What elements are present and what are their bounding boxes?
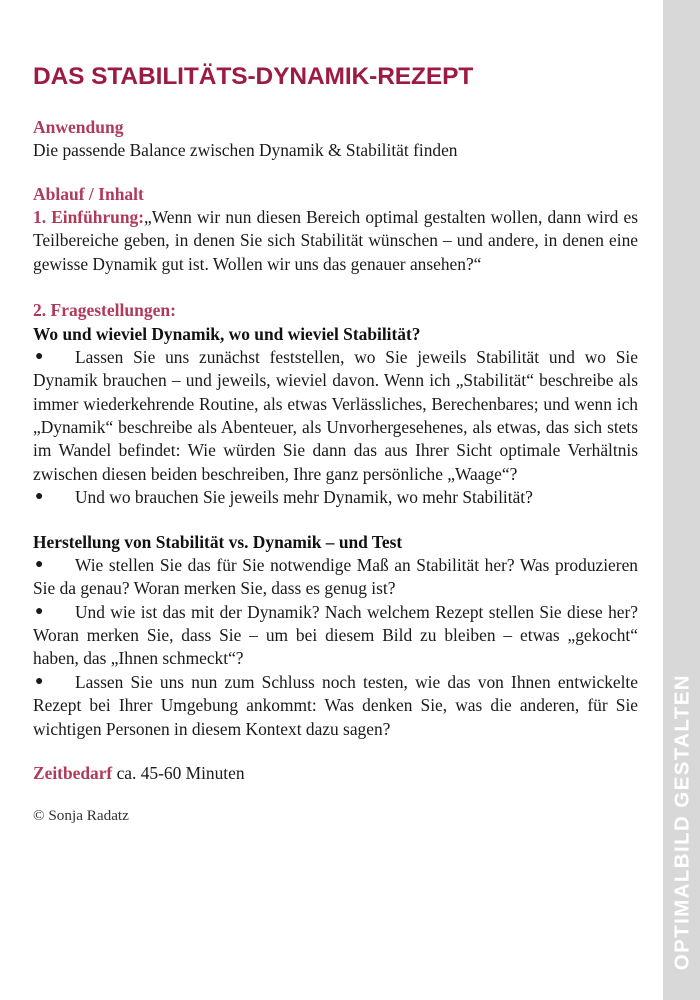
- spacer: [33, 276, 638, 300]
- spacer: [33, 510, 638, 531]
- step-1-label: 1. Einführung:: [33, 207, 144, 228]
- section-heading-anwendung: Anwendung: [33, 116, 124, 137]
- step-1-paragraph: [33, 206, 638, 276]
- list-item: [33, 601, 638, 671]
- list-item-text: Und wie ist das mit der Dynamik? Nach welchem Rezept stellen Sie diese her? Woran merken Sie, dass Sie – um bei diesem Bild zu bleiben – etwas „gekocht“ haben, das „Ihnen schmeckt“?: [33, 601, 638, 669]
- bullet-icon: ●: [35, 556, 44, 572]
- list-item-text: Wie stellen Sie das für Sie notwendige Maß an Stabilität her? Was produzieren Sie da genau? Woran merken Sie, dass es genug ist?: [33, 554, 638, 599]
- list-item-text: Lassen Sie uns zunächst feststellen, wo Sie jeweils Stabilität und wo Sie Dynamik brauchen – und jeweils, wieviel davon. Wenn ich „Stabilität“ beschreibe als immer wiederkehrende Routine, als etwas Verlässliches, Berechenbares; und wenn ich „Dynamik“ beschreibe als Abenteuer, als Unvorhergesehenes, als etwas, das sich stets im Wandel befindet: Wie würden Sie dann das aus Ihrer Sicht optimale Verhältnis zwischen diesen beiden beschreiben, Ihre ganz persönliche „Waage“?: [33, 346, 638, 484]
- list-item: [33, 554, 638, 601]
- list-item: [33, 346, 638, 486]
- list-item: [33, 486, 638, 509]
- subheading-wo-und-wieviel: Wo und wieviel Dynamik, wo und wieviel Stabilität?: [33, 323, 421, 344]
- page-title: DAS STABILITÄTS-DYNAMIK-REZEPT: [33, 63, 474, 90]
- bullet-icon: ●: [35, 348, 44, 364]
- spacer: [33, 163, 638, 184]
- zeitbedarf-label: Zeitbedarf: [33, 762, 113, 783]
- list-item-text: Lassen Sie uns nun zum Schluss noch testen, wie das von Ihnen entwickelte Rezept bei Ihrer Umgebung ankommt: Was denken Sie, was die anderen, für Sie wichtigen Personen in diesem Kontext dazu sagen?: [33, 671, 638, 739]
- anwendung-text: Die passende Balance zwischen Dynamik & Stabilität finden: [33, 140, 458, 161]
- spacer: [33, 785, 638, 806]
- bullet-icon: ●: [35, 603, 44, 619]
- step-2-label: 2. Fragestellungen:: [33, 300, 176, 321]
- list-item-text: Und wo brauchen Sie jeweils mehr Dynamik, wo mehr Stabilität?: [75, 487, 533, 508]
- bullet-icon: ●: [35, 673, 44, 689]
- side-tab: [663, 0, 700, 1000]
- section-anwendung: [33, 117, 638, 163]
- section-ablauf: [33, 184, 638, 741]
- list-item: [33, 671, 638, 741]
- zeitbedarf-line: [33, 762, 638, 785]
- spacer: [33, 741, 638, 762]
- bullet-icon: ●: [35, 489, 44, 505]
- zeitbedarf-value: ca. 45-60 Minuten: [112, 762, 245, 783]
- section-heading-ablauf: Ablauf / Inhalt: [33, 183, 144, 204]
- side-tab-label: OPTIMALBILD GESTALTEN: [670, 673, 693, 970]
- copyright-line: © Sonja Radatz: [33, 806, 129, 824]
- step-1-text: „Wenn wir nun diesen Bereich optimal gestalten wollen, dann wird es Teilbereiche geben, in denen Sie sich Stabilität wünschen – und andere, in denen eine gewisse Dynamik gut ist. Wollen wir uns das genauer ansehen?“: [33, 207, 638, 274]
- subheading-herstellung: Herstellung von Stabilität vs. Dynamik – und Test: [33, 531, 403, 552]
